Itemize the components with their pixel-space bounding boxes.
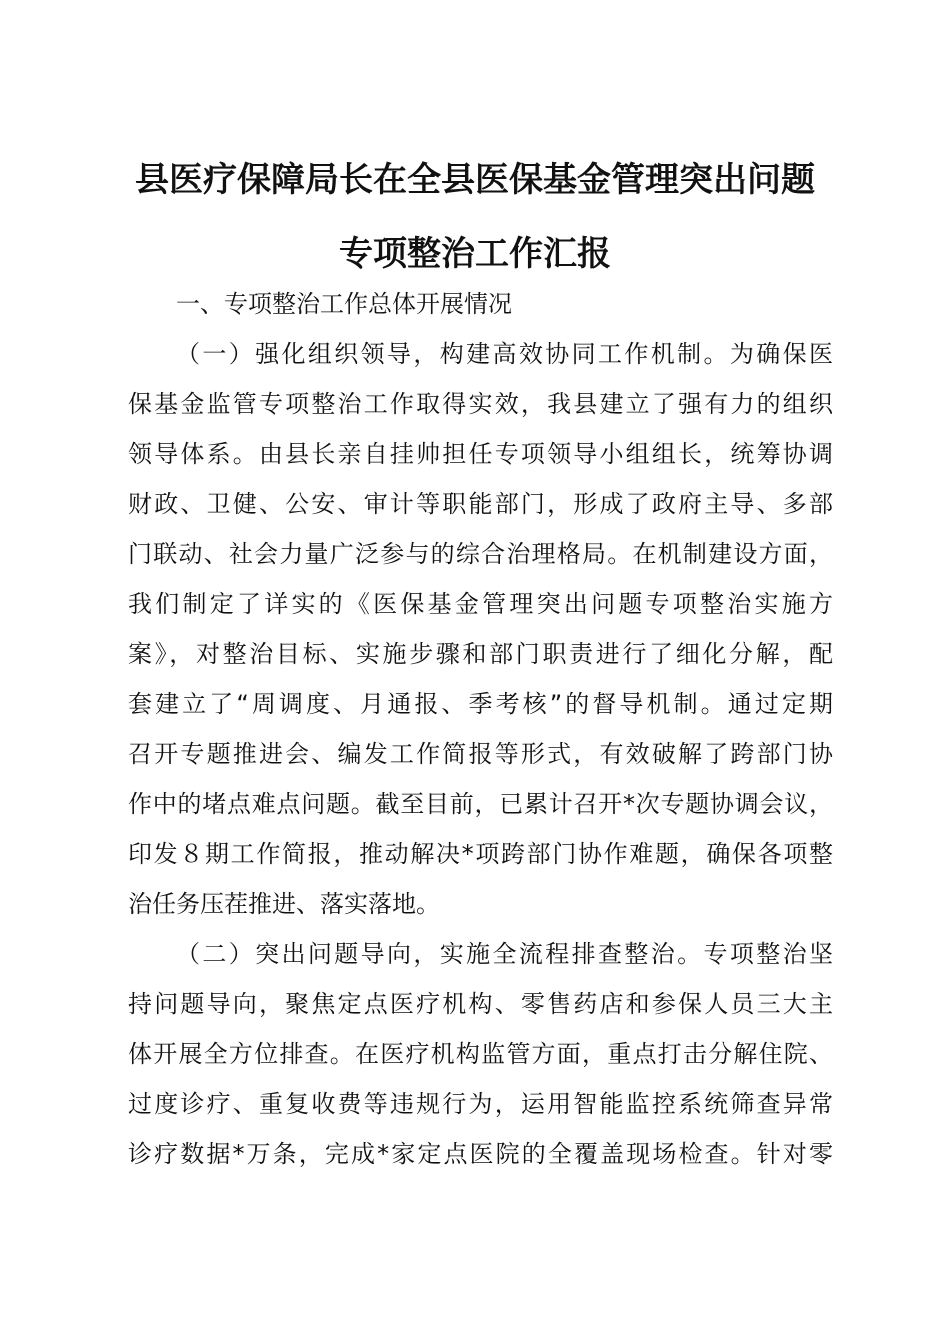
paragraph-2-line: 诊疗数据*万条，完成*家定点医院的全覆盖现场检查。针对零	[128, 1140, 833, 1168]
paragraph-1-line: 召开专题推进会、编发工作简报等形式，有效破解了跨部门协	[128, 740, 833, 768]
document-title-line-1: 县医疗保障局长在全县医保基金管理突出问题	[135, 160, 815, 200]
paragraph-1-line: 领导体系。由县长亲自挂帅担任专项领导小组组长，统筹协调	[128, 440, 833, 468]
paragraph-1-line: 套建立了“周调度、月通报、季考核”的督导机制。通过定期	[128, 690, 833, 718]
paragraph-2-line: 体开展全方位排查。在医疗机构监管方面，重点打击分解住院、	[128, 1040, 833, 1068]
paragraph-1-line: 保基金监管专项整治工作取得实效，我县建立了强有力的组织	[128, 390, 833, 418]
paragraph-1-line: 作中的堵点难点问题。截至目前，已累计召开*次专题协调会议，	[128, 790, 833, 818]
paragraph-1-line: 我们制定了详实的《医保基金管理突出问题专项整治实施方	[128, 590, 833, 618]
paragraph-1-line: 案》，对整治目标、实施步骤和部门职责进行了细化分解，配	[128, 640, 833, 668]
paragraph-1-line: 治任务压茬推进、落实落地。	[128, 890, 440, 918]
paragraph-1-line: （一）强化组织领导，构建高效协同工作机制。为确保医	[176, 340, 833, 368]
section-heading-1: 一、专项整治工作总体开展情况	[176, 290, 512, 318]
paragraph-2-line: 持问题导向，聚焦定点医疗机构、零售药店和参保人员三大主	[128, 990, 833, 1018]
document-title-line-2: 专项整治工作汇报	[339, 234, 611, 274]
paragraph-1-line: 门联动、社会力量广泛参与的综合治理格局。在机制建设方面，	[128, 540, 833, 568]
paragraph-2-line: 过度诊疗、重复收费等违规行为，运用智能监控系统筛查异常	[128, 1090, 833, 1118]
paragraph-1-line: 财政、卫健、公安、审计等职能部门，形成了政府主导、多部	[128, 490, 833, 518]
paragraph-1-line: 印发８期工作简报，推动解决*项跨部门协作难题，确保各项整	[128, 840, 833, 868]
paragraph-2-line: （二）突出问题导向，实施全流程排查整治。专项整治坚	[176, 940, 833, 968]
